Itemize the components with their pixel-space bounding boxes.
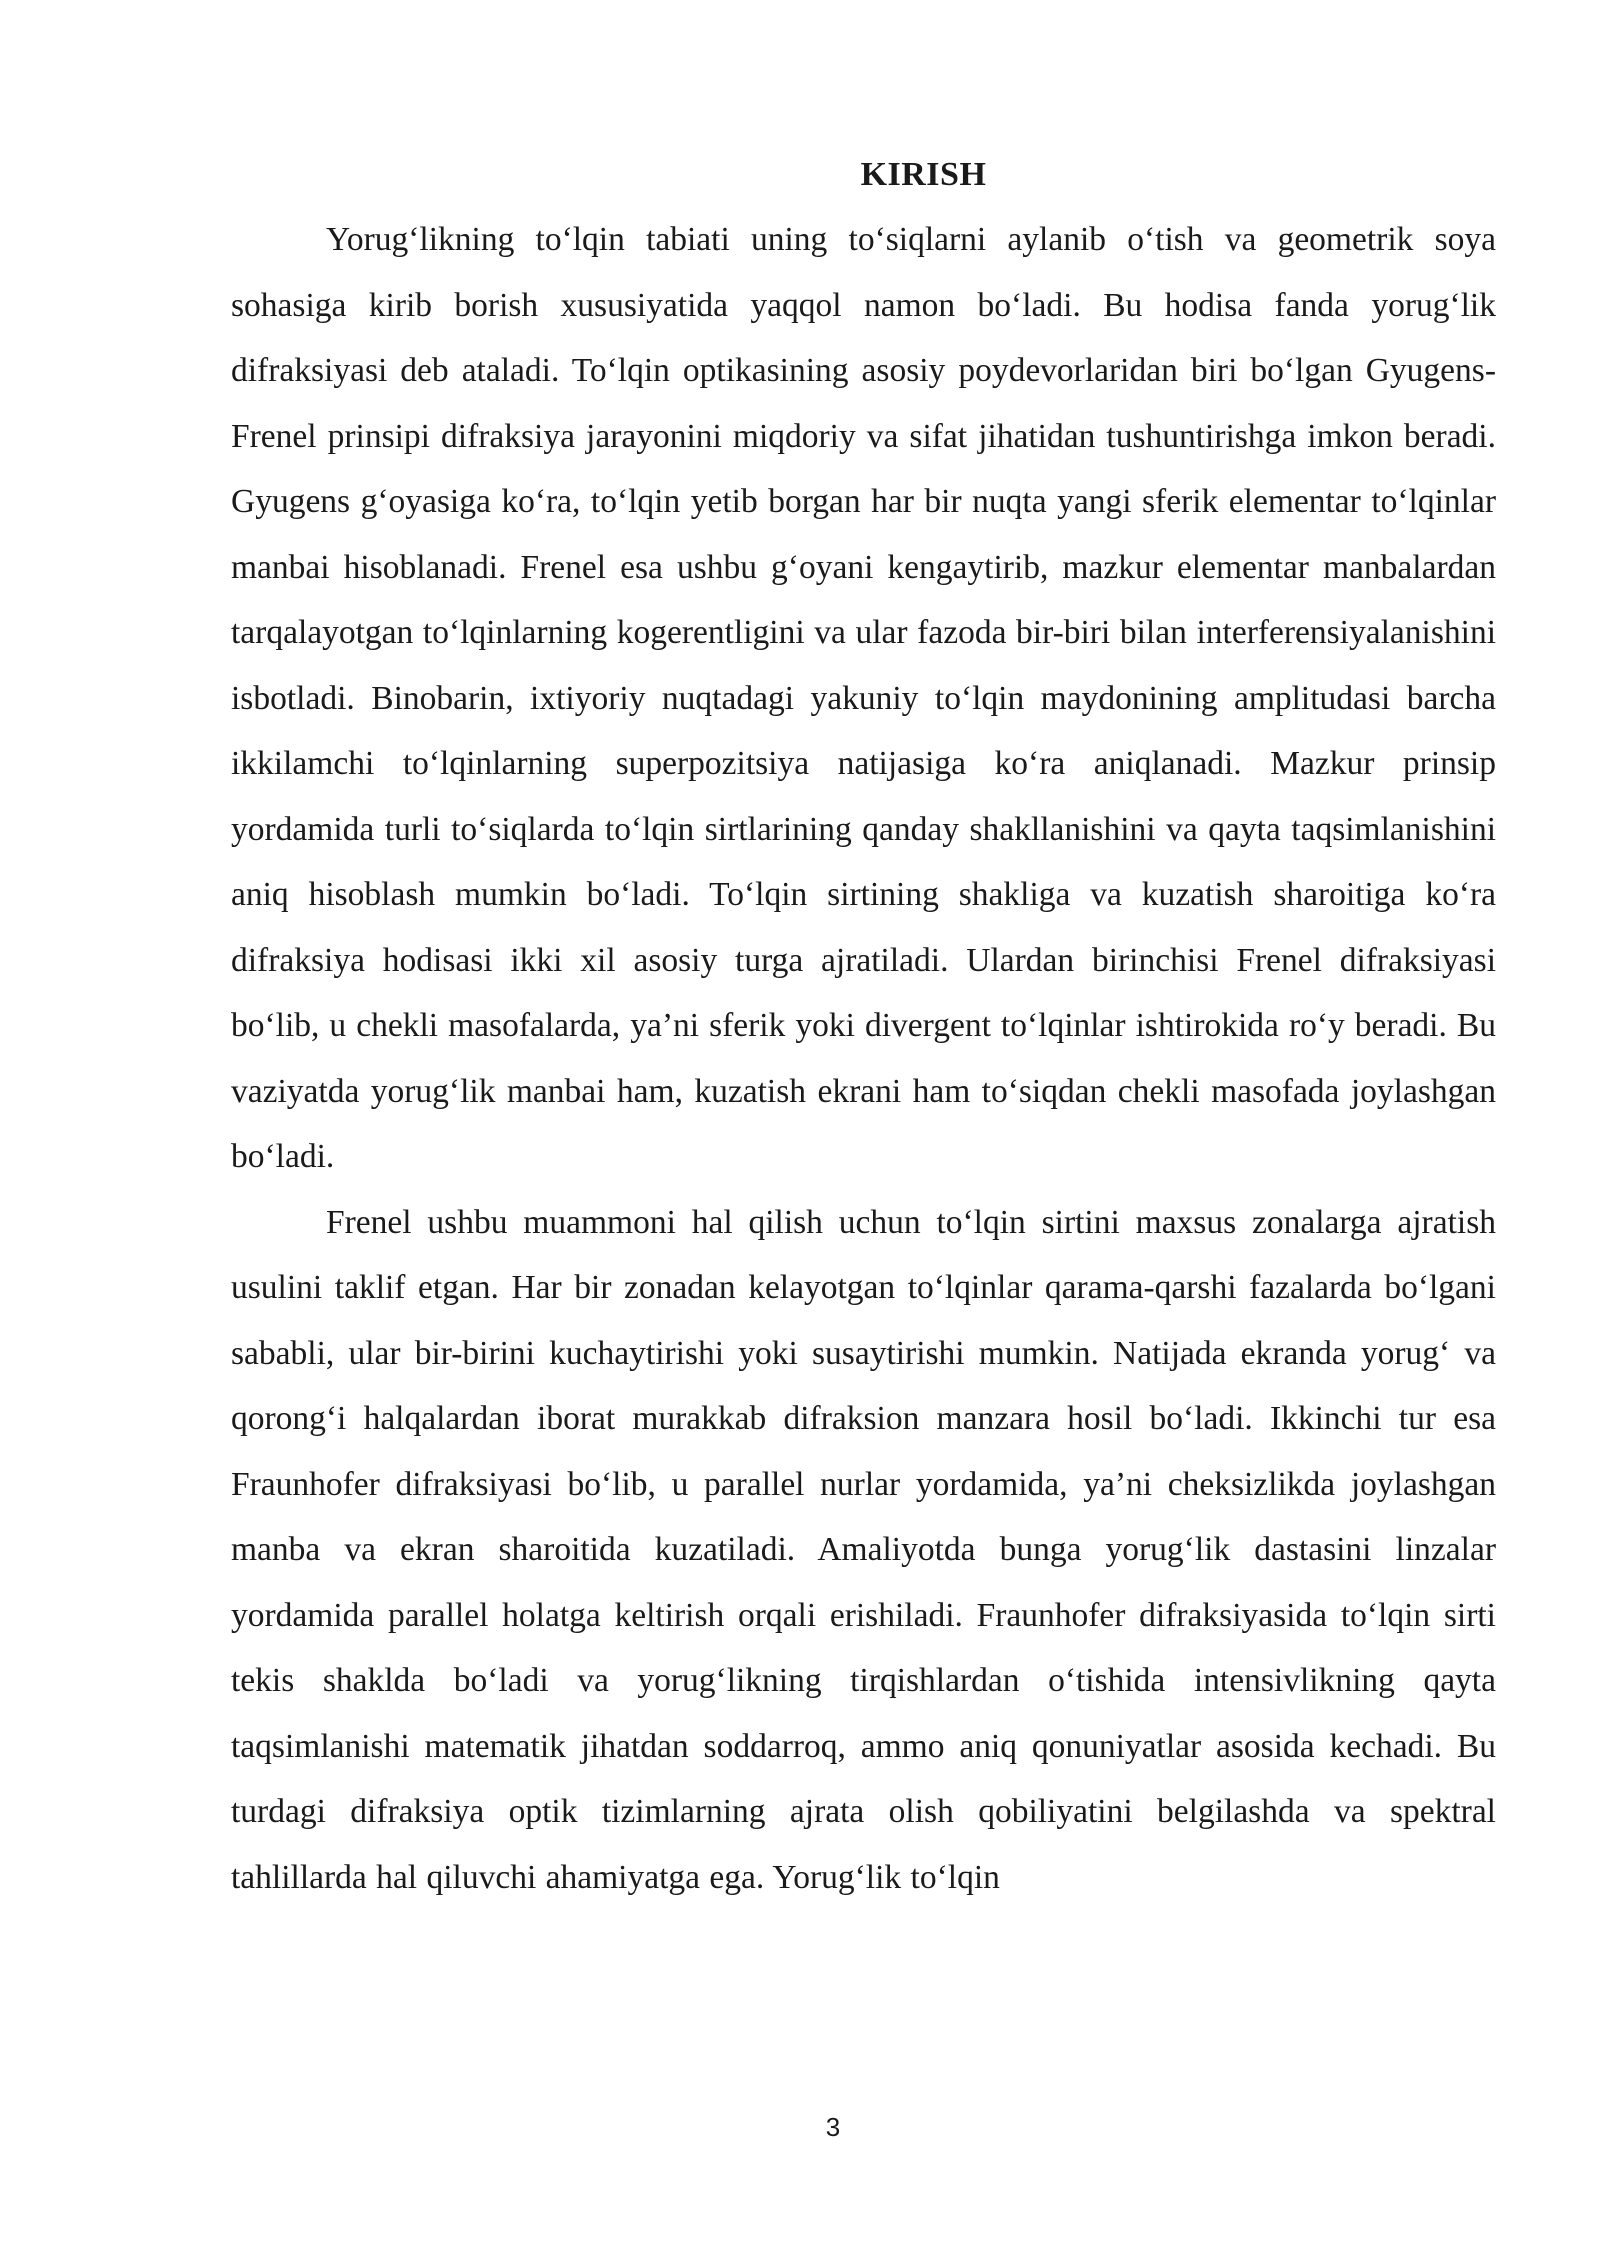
page-number: 3 (825, 2112, 841, 2142)
paragraph-1: Yorug‘likning to‘lqin tabiati uning to‘siqlarni aylanib o‘tish va geometrik soya sohasiga kirib borish xususiyatida yaqqol namon bo‘ladi. Bu hodisa fanda yorug‘lik difraksiyasi deb ataladi. To‘lqin optikasining asosiy poydevorlaridan biri bo‘lgan Gyugens-Frenel prinsipi difraksiya jarayonini miqdoriy va sifat jihatidan tushuntirishga imkon beradi. Gyugens g‘oyasiga ko‘ra, to‘lqin yetib borgan har bir nuqta yangi sferik elementar to‘lqinlar manbai hisoblanadi. Frenel esa ushbu g‘oyani kengaytirib, mazkur elementar manbalardan tarqalayotgan to‘lqinlarning kogerentligini va ular fazoda bir-biri bilan interferensiyalanishini isbotladi. Binobarin, ixtiyoriy nuqtadagi yakuniy to‘lqin maydonining amplitudasi barcha ikkilamchi to‘lqinlarning superpozitsiya natijasiga ko‘ra aniqlanadi. Mazkur prinsip yordamida turli to‘siqlarda to‘lqin sirtlarining qanday shakllanishini va qayta taqsimlanishini aniq hisoblash mumkin bo‘ladi. To‘lqin sirtining shakliga va kuzatish sharoitiga ko‘ra difraksiya hodisasi ikki xil asosiy turga ajratiladi. Ulardan birinchisi Frenel difraksiyasi bo‘lib, u chekli masofalarda, ya’ni sferik yoki divergent to‘lqinlar ishtirokida ro‘y beradi. Bu vaziyatda yorug‘lik manbai ham, kuzatish ekrani ham to‘siqdan chekli masofada joylashgan bo‘ladi. (231, 221, 1496, 1175)
page-body (231, 142, 1496, 1910)
page-title: KIRISH (860, 156, 987, 193)
paragraph-2: Frenel ushbu muammoni hal qilish uchun to‘lqin sirtini maxsus zonalarga ajratish usulini taklif etgan. Har bir zonadan kelayotgan to‘lqinlar qarama-qarshi fazalarda bo‘lgani sababli, ular bir-birini kuchaytirishi yoki susaytirishi mumkin. Natijada ekranda yorug‘ va qorong‘i halqalardan iborat murakkab difraksion manzara hosil bo‘ladi. Ikkinchi tur esa Fraunhofer difraksiyasi bo‘lib, u parallel nurlar yordamida, ya’ni cheksizlikda joylashgan manba va ekran sharoitida kuzatiladi. Amaliyotda bunga yorug‘lik dastasini linzalar yordamida parallel holatga keltirish orqali erishiladi. Fraunhofer difraksiyasida to‘lqin sirti tekis shaklda bo‘ladi va yorug‘likning tirqishlardan o‘tishida intensivlikning qayta taqsimlanishi matematik jihatdan soddarroq, ammo aniq qonuniyatlar asosida kechadi. Bu turdagi difraksiya optik tizimlarning ajrata olish qobiliyatini belgilashda va spektral tahlillarda hal qiluvchi ahamiyatga ega. Yorug‘lik to‘lqin (231, 1203, 1496, 1896)
